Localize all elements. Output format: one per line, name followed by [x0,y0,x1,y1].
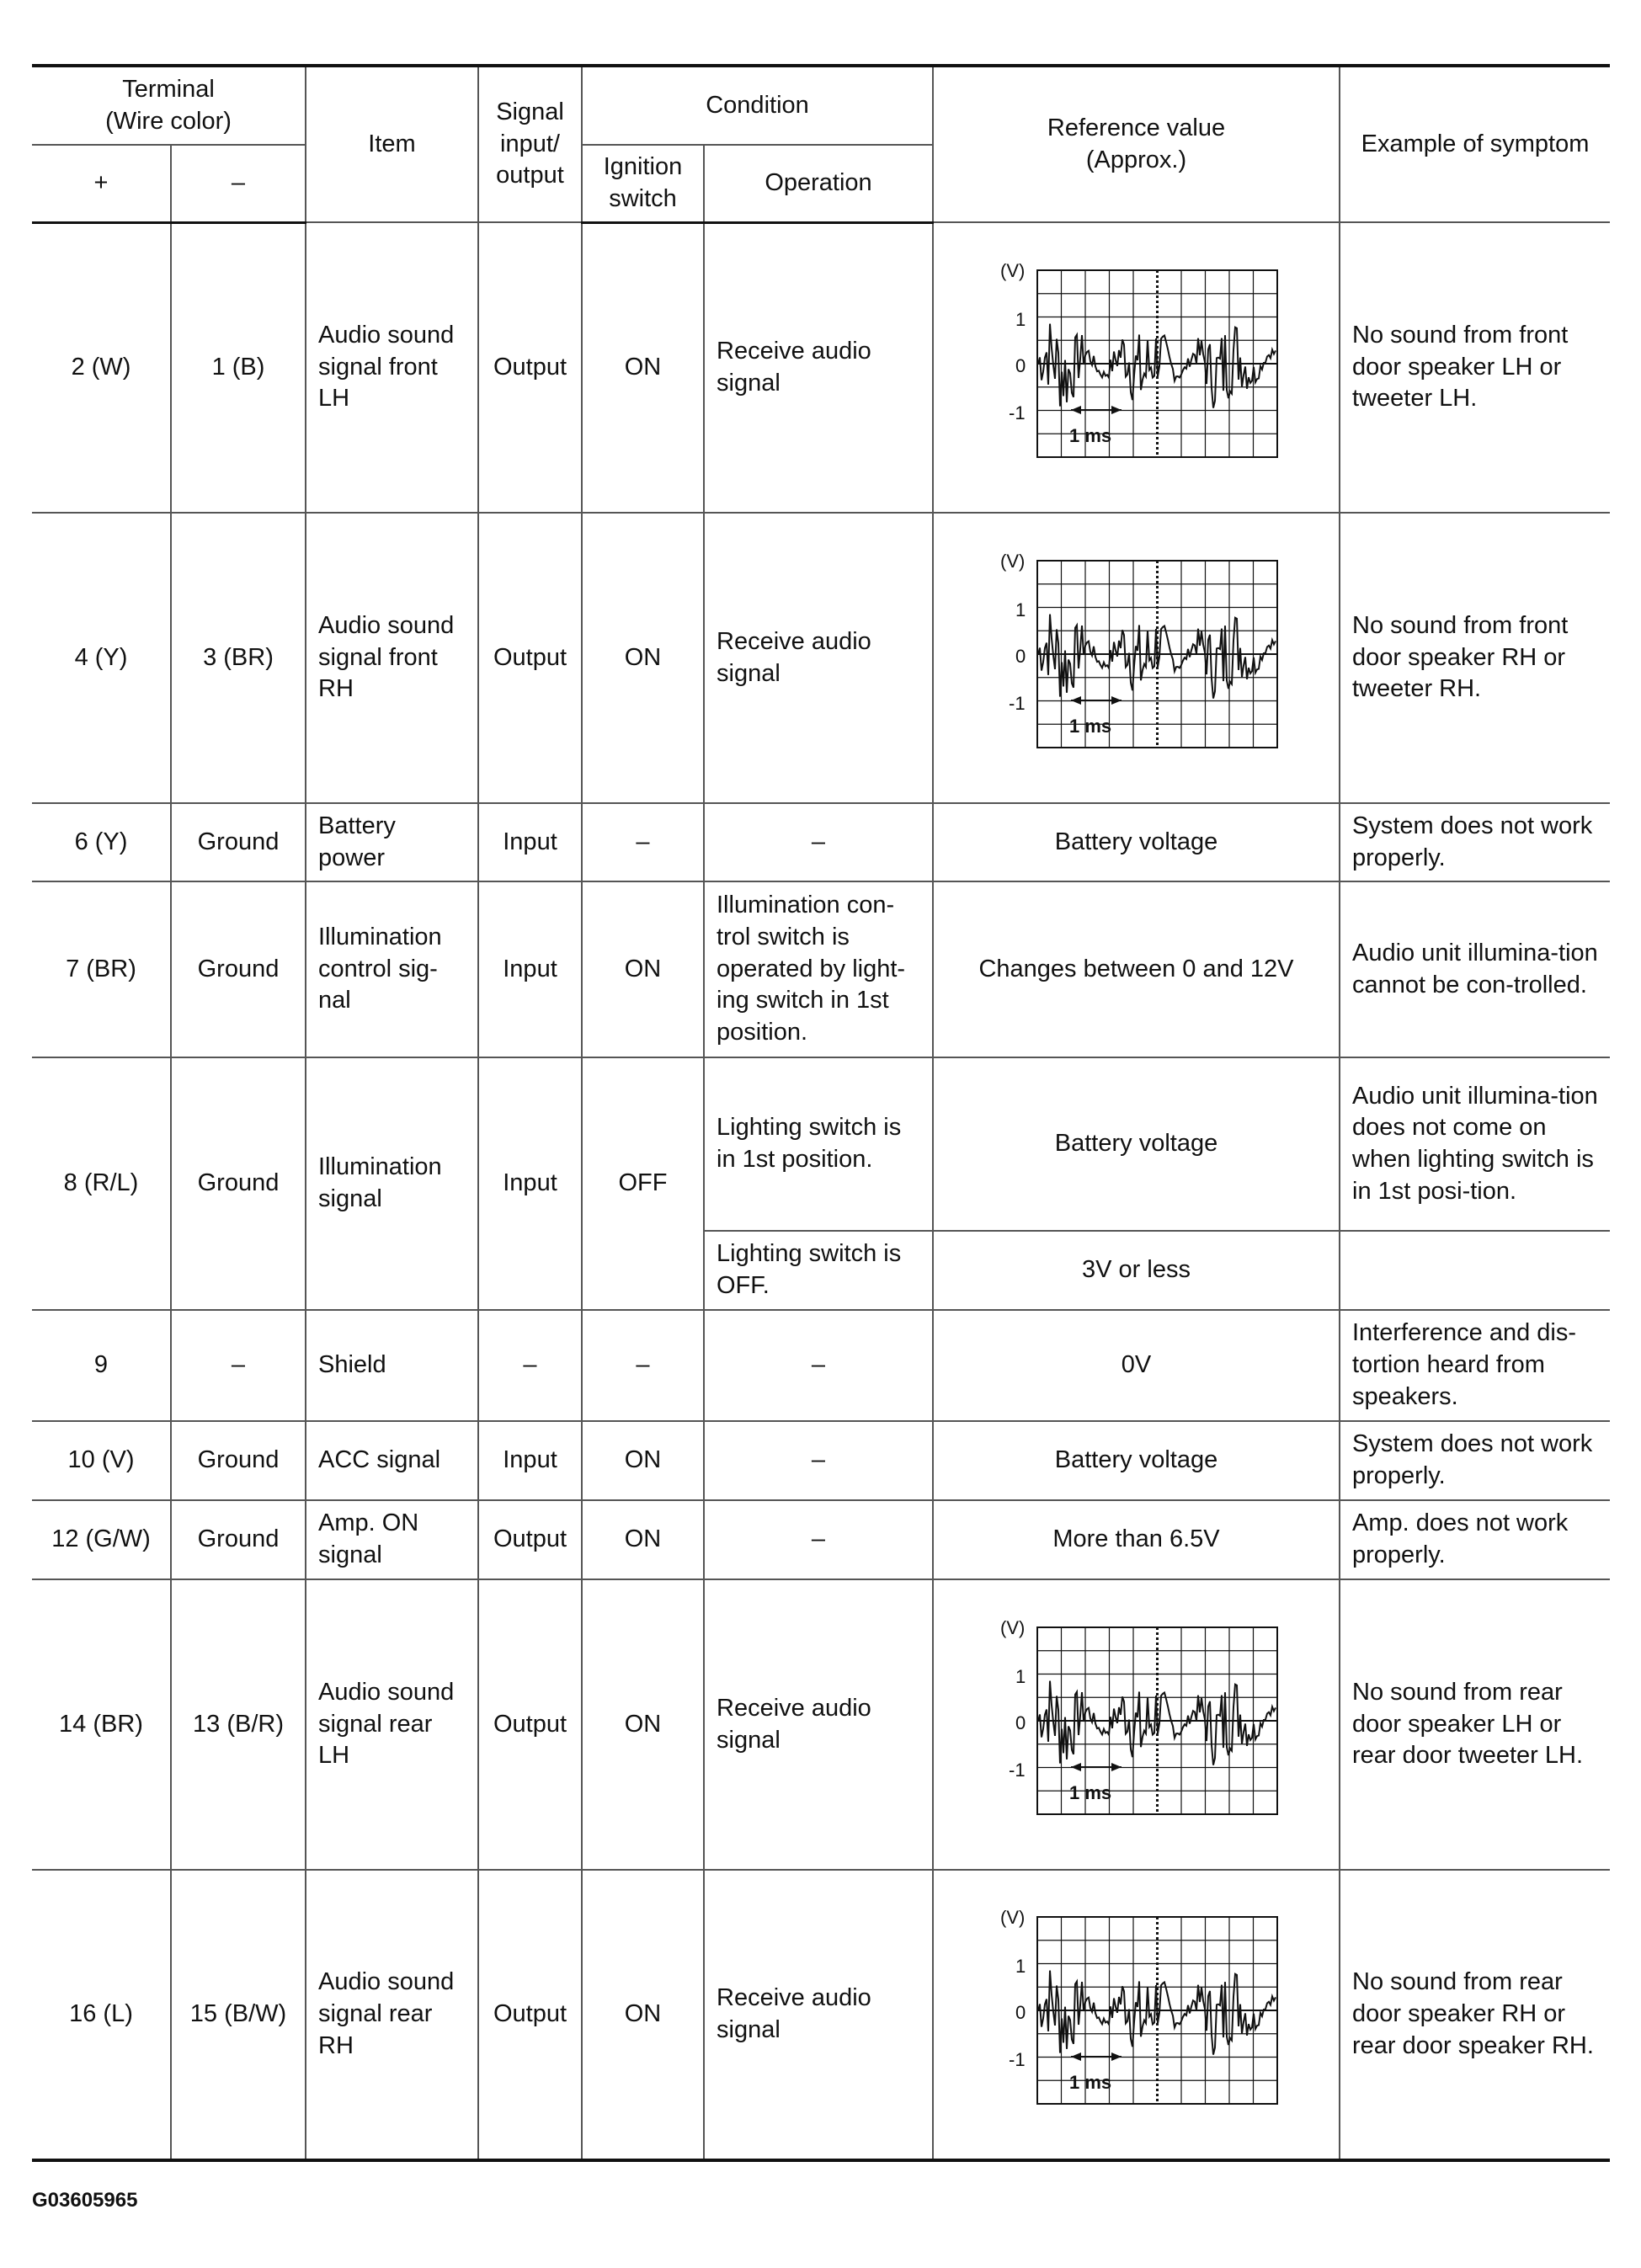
item-cell: Illumination signal [306,1057,478,1310]
io-cell: Output [478,513,582,803]
terminal-minus: 1 (B) [171,222,306,513]
terminal-plus: 6 (Y) [32,803,171,881]
terminal-plus: 8 (R/L) [32,1057,171,1310]
terminal-minus: Ground [171,1057,306,1310]
item-cell: Audio sound signal rear LH [306,1579,478,1870]
table-row [32,222,1610,513]
symptom-cell: No sound from front door speaker LH or tweeter LH. [1340,222,1610,513]
oscilloscope-waveform [994,258,1280,477]
item-header: Item [306,66,478,222]
item-cell: Illumination control sig-nal [306,881,478,1057]
operation-cell: Lighting switch is in 1st position. [704,1057,933,1231]
io-cell: Input [478,803,582,881]
y-tick-label: 1 [1015,308,1026,330]
symptom-cell: No sound from front door speaker RH or tweeter RH. [1340,513,1610,803]
io-cell: Input [478,1421,582,1500]
y-tick-label: -1 [1008,692,1026,714]
item-cell: Audio sound signal front RH [306,513,478,803]
arrow-head-icon [1111,1763,1122,1771]
operation-cell: Lighting switch is OFF. [704,1231,933,1310]
ignition-cell: – [582,1310,704,1421]
arrow-head-icon [1071,696,1081,705]
terminal-minus: Ground [171,803,306,881]
reference-header: Reference value (Approx.) [933,66,1340,222]
terminal-plus: 2 (W) [32,222,171,513]
operation-cell: – [704,803,933,881]
terminal-minus: Ground [171,881,306,1057]
reference-cell [933,1870,1340,2160]
reference-cell [933,513,1340,803]
time-division-label: 1 ms [1068,715,1111,737]
operation-cell: – [704,1500,933,1579]
ignition-cell: ON [582,222,704,513]
terminal-header: Terminal (Wire color) [32,66,306,145]
terminal-plus: 9 [32,1310,171,1421]
arrow-head-icon [1111,2052,1122,2061]
ignition-cell: ON [582,1870,704,2160]
terminal-minus: Ground [171,1500,306,1579]
symptom-cell: Audio unit illumina-tion does not come on when lighting switch is in 1st posi-tion. [1340,1057,1610,1231]
condition-header: Condition [582,66,933,145]
io-cell: Output [478,222,582,513]
terminal-minus: 3 (BR) [171,513,306,803]
symptom-cell: No sound from rear door speaker LH or rear door tweeter LH. [1340,1579,1610,1870]
ignition-cell: ON [582,1500,704,1579]
y-tick-label: 1 [1015,599,1026,620]
y-tick-label: -1 [1008,1759,1026,1781]
item-cell: Audio sound signal rear RH [306,1870,478,2160]
table-row [32,1421,1610,1500]
terminal-plus: 16 (L) [32,1870,171,2160]
io-cell: Output [478,1870,582,2160]
terminal-plus: 4 (Y) [32,513,171,803]
table-row [32,1057,1610,1231]
operation-cell: Receive audio signal [704,1579,933,1870]
ignition-cell: ON [582,881,704,1057]
item-cell: Battery power [306,803,478,881]
symptom-cell: Interference and dis-tortion heard from speakers. [1340,1310,1610,1421]
table-row [32,1579,1610,1870]
reference-cell [933,222,1340,513]
ignition-cell: OFF [582,1057,704,1310]
table-row [32,513,1610,803]
io-cell: Output [478,1500,582,1579]
oscilloscope-waveform [994,1905,1280,2124]
time-division-label: 1 ms [1068,1781,1111,1803]
y-tick-label: 0 [1015,2002,1026,2023]
minus-header: – [171,145,306,222]
operation-cell: – [704,1421,933,1500]
terminal-plus: 12 (G/W) [32,1500,171,1579]
io-cell: Output [478,1579,582,1870]
voltage-unit-label: (V) [999,550,1025,572]
voltage-unit-label: (V) [999,259,1025,281]
terminal-plus: 14 (BR) [32,1579,171,1870]
voltage-unit-label: (V) [999,1907,1025,1928]
symptom-cell: System does not work properly. [1340,803,1610,881]
time-division-label: 1 ms [1068,2072,1111,2093]
terminal-minus: 15 (B/W) [171,1870,306,2160]
y-tick-label: 0 [1015,645,1026,667]
operation-cell: Receive audio signal [704,1870,933,2160]
table-row [32,1870,1610,2160]
io-cell: – [478,1310,582,1421]
operation-header: Operation [704,145,933,222]
arrow-head-icon [1071,1763,1081,1771]
item-cell: Amp. ON signal [306,1500,478,1579]
waveform-figure [946,549,1327,768]
y-tick-label: 1 [1015,1665,1026,1687]
arrow-head-icon [1111,406,1122,414]
table-row [32,881,1610,1057]
arrow-head-icon [1111,696,1122,705]
terminal-plus: 7 (BR) [32,881,171,1057]
io-cell: Input [478,1057,582,1310]
ignition-cell: ON [582,1579,704,1870]
y-tick-label: 0 [1015,354,1026,376]
signal-io-header: Signal input/ output [478,66,582,222]
reference-cell: Battery voltage [933,803,1340,881]
ignition-cell: ON [582,513,704,803]
arrow-head-icon [1071,2052,1081,2061]
reference-cell: Changes between 0 and 12V [933,881,1340,1057]
terminal-spec-table [32,64,1610,2162]
oscilloscope-waveform [994,549,1280,768]
symptom-cell [1340,1231,1610,1310]
reference-cell: More than 6.5V [933,1500,1340,1579]
waveform-figure [946,1905,1327,2124]
terminal-minus: – [171,1310,306,1421]
voltage-unit-label: (V) [999,1616,1025,1638]
waveform-figure [946,1616,1327,1834]
operation-cell: Receive audio signal [704,222,933,513]
terminal-plus: 10 (V) [32,1421,171,1500]
ignition-cell: – [582,803,704,881]
symptom-cell: Audio unit illumina-tion cannot be con-trolled. [1340,881,1610,1057]
y-tick-label: -1 [1008,2049,1026,2070]
table-row [32,803,1610,881]
terminal-minus: 13 (B/R) [171,1579,306,1870]
reference-cell: Battery voltage [933,1057,1340,1231]
reference-cell [933,1579,1340,1870]
reference-cell: Battery voltage [933,1421,1340,1500]
y-tick-label: 1 [1015,1956,1026,1977]
io-cell: Input [478,881,582,1057]
time-division-label: 1 ms [1068,424,1111,446]
item-cell: Audio sound signal front LH [306,222,478,513]
table-row [32,1500,1610,1579]
symptom-cell: System does not work properly. [1340,1421,1610,1500]
y-tick-label: -1 [1008,402,1026,423]
table-row [32,1310,1610,1421]
waveform-figure [946,258,1327,477]
operation-cell: Receive audio signal [704,513,933,803]
ignition-header: Ignition switch [582,145,704,222]
symptom-header: Example of symptom [1340,66,1610,222]
symptom-cell: No sound from rear door speaker RH or rear door speaker RH. [1340,1870,1610,2160]
operation-cell: Illumination con-trol switch is operated by light-ing switch in 1st position. [704,881,933,1057]
reference-cell: 3V or less [933,1231,1340,1310]
terminal-minus: Ground [171,1421,306,1500]
item-cell: Shield [306,1310,478,1421]
operation-cell: – [704,1310,933,1421]
spec-table-container [32,64,1610,2162]
oscilloscope-waveform [994,1616,1280,1834]
symptom-cell: Amp. does not work properly. [1340,1500,1610,1579]
plus-header: + [32,145,171,222]
y-tick-label: 0 [1015,1712,1026,1733]
ignition-cell: ON [582,1421,704,1500]
reference-cell: 0V [933,1310,1340,1421]
document-code: G03605965 [32,2189,138,2212]
item-cell: ACC signal [306,1421,478,1500]
arrow-head-icon [1071,406,1081,414]
